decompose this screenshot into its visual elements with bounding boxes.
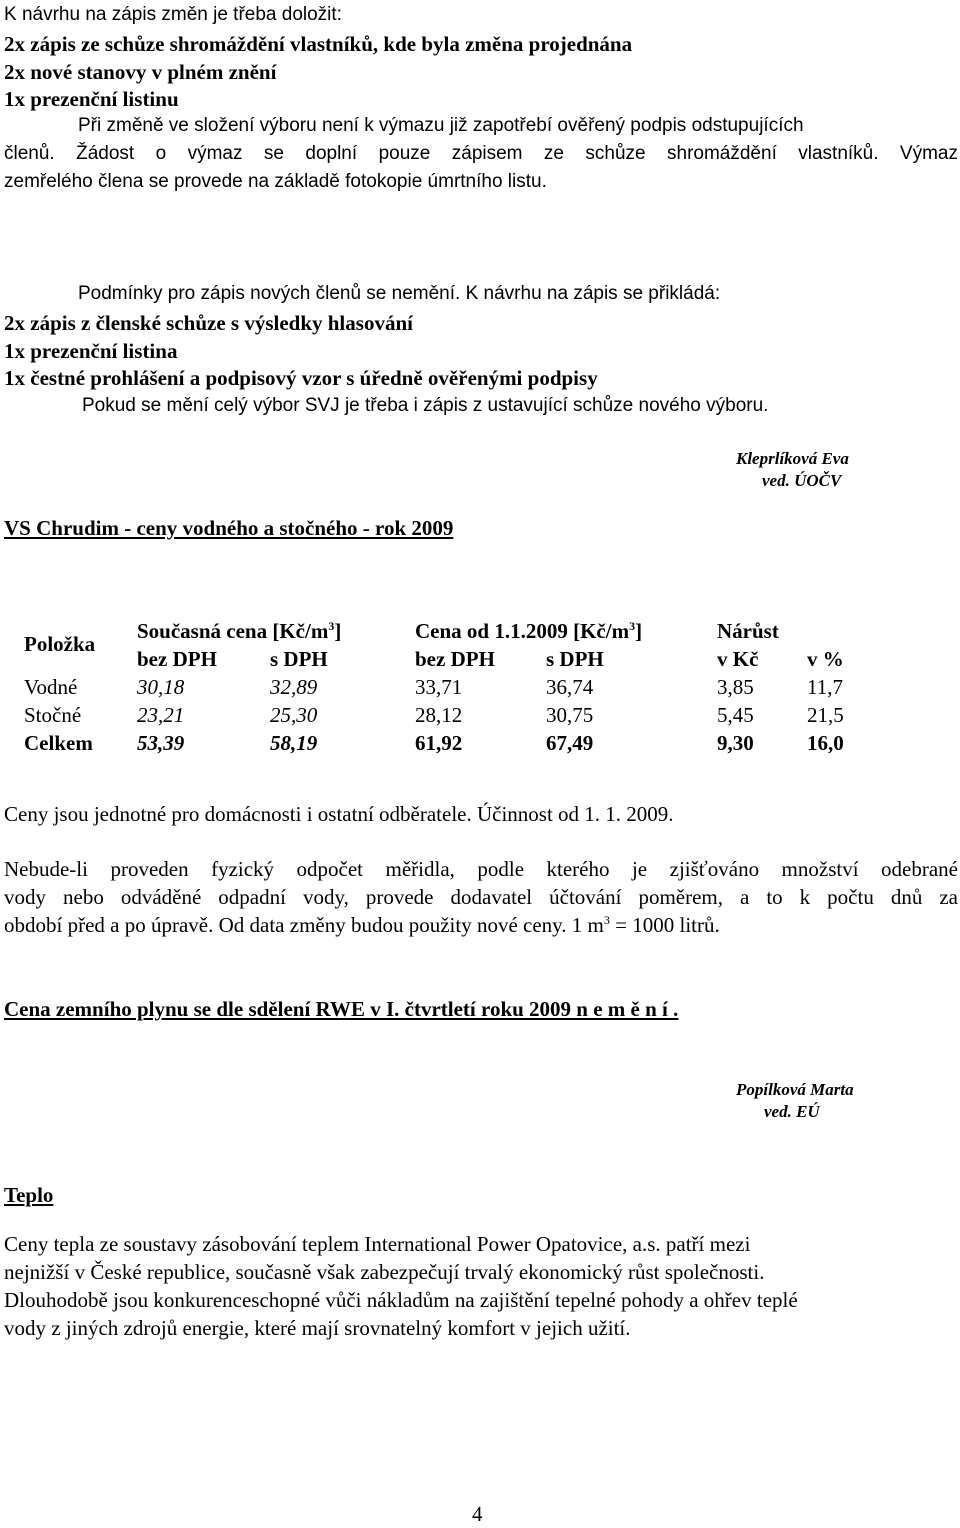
table-cell: 33,71 [415, 675, 463, 699]
new-members-intro: Podmínky pro zápis nových členů se nemění. K návrhu na zápis se přikládá: [78, 283, 721, 304]
new-members-note: Pokud se mění celý výbor SVJ je třeba i zápis z ustavující schůze nového výboru. [82, 395, 769, 416]
heat-paragraph-line: Dlouhodobě jsou konkurenceschopné vůči nákladům na zajištění tepelné pohody a ohřev teplé [4, 1288, 798, 1312]
intro-heading: K návrhu na zápis změn je třeba doložit: [4, 4, 342, 25]
water-paragraph-line: Nebude-li proveden fyzický odpočet měřidla, podle kterého je zjišťováno množství odebrané [4, 857, 958, 881]
water-paragraph-line: období před a po úpravě. Od data změny budou použity nové ceny. 1 $m^3 = 1000$ litrů. [4, 913, 720, 937]
table-cell: 61,92 [415, 731, 463, 755]
new-members-item: 2x zápis z členské schůze s výsledky hlasování [4, 311, 413, 335]
table-subheader: bez DPH [137, 647, 217, 671]
water-note: Ceny jsou jednotné pro domácnosti i ostatní odběratele. Účinnost od 1. 1. 2009. [4, 802, 674, 826]
table-row-label: Vodné [24, 675, 78, 699]
table-cell: 53,39 [137, 731, 185, 755]
table-cell: 32,89 [270, 675, 318, 699]
table-cell: 11,7 [807, 675, 843, 699]
intro-item: 2x nové stanovy v plném znění [4, 60, 277, 84]
table-header-current: Současná cena $[Kč/m^3]$ [137, 619, 342, 643]
table-header-increase: Nárůst [717, 619, 779, 643]
heat-paragraph-line: Ceny tepla ze soustavy zásobování teplem International Power Opatovice, a.s. patří mezi [4, 1232, 751, 1256]
intro-paragraph-line: členů. Žádost o výmaz se doplní pouze zápisem ze schůze shromáždění vlastníků. Výmaz [4, 143, 958, 164]
table-cell: 36,74 [546, 675, 594, 699]
table-subheader: bez DPH [415, 647, 495, 671]
table-cell: 25,30 [270, 703, 318, 727]
heat-paragraph-line: vody z jiných zdrojů energie, které mají srovnatelný komfort v jejich užití. [4, 1316, 631, 1340]
signature-name: Kleprlíková Eva [736, 449, 849, 468]
intro-paragraph-line: Při změně ve složení výboru není k výmazu již zapotřebí ověřený podpis odstupujících [78, 115, 804, 136]
signature-role: ved. ÚOČV [762, 471, 842, 490]
table-header-new: Cena od 1.1.2009 $[Kč/m^3]$ [415, 619, 643, 643]
table-cell: 21,5 [807, 703, 844, 727]
heat-heading: Teplo [4, 1183, 54, 1207]
heat-paragraph-line: nejnižší v České republice, současně však zabezpečují trvalý ekonomický růst společnosti. [4, 1260, 765, 1284]
table-subheader: v Kč [717, 647, 759, 671]
signature-name: Popílková Marta [736, 1080, 854, 1099]
table-subheader: s DPH [546, 647, 604, 671]
table-cell: 5,45 [717, 703, 754, 727]
page-number: 4 [472, 1502, 483, 1526]
intro-paragraph-line: zemřelého člena se provede na základě fotokopie úmrtního listu. [4, 171, 547, 192]
table-row-label: Celkem [24, 731, 93, 755]
gas-heading: Cena zemního plynu se dle sdělení RWE v I. čtvrtletí roku 2009 n e m ě n í . [4, 997, 679, 1021]
table-cell: 23,21 [137, 703, 185, 727]
table-cell: 28,12 [415, 703, 463, 727]
table-subheader: s DPH [270, 647, 328, 671]
intro-item: 1x prezenční listinu [4, 87, 179, 111]
table-cell: 16,0 [807, 731, 844, 755]
intro-item: 2x zápis ze schůze shromáždění vlastníků, kde byla změna projednána [4, 32, 633, 56]
table-cell: 30,18 [137, 675, 185, 699]
water-paragraph-line: vody nebo odváděné odpadní vody, provede dodavatel účtování poměrem, a to k počtu dnů za [4, 885, 958, 909]
table-cell: 30,75 [546, 703, 594, 727]
new-members-item: 1x prezenční listina [4, 339, 178, 363]
table-header-item: Položka [24, 632, 96, 656]
table-cell: 3,85 [717, 675, 754, 699]
signature-role: ved. EÚ [764, 1102, 820, 1121]
table-cell: 58,19 [270, 731, 318, 755]
table-subheader: v % [807, 647, 844, 671]
new-members-item: 1x čestné prohlášení a podpisový vzor s úředně ověřenými podpisy [4, 366, 598, 390]
water-heading: VS Chrudim - ceny vodného a stočného - rok 2009 [4, 516, 454, 540]
table-row-label: Stočné [24, 703, 82, 727]
table-cell: 67,49 [546, 731, 594, 755]
table-cell: 9,30 [717, 731, 754, 755]
